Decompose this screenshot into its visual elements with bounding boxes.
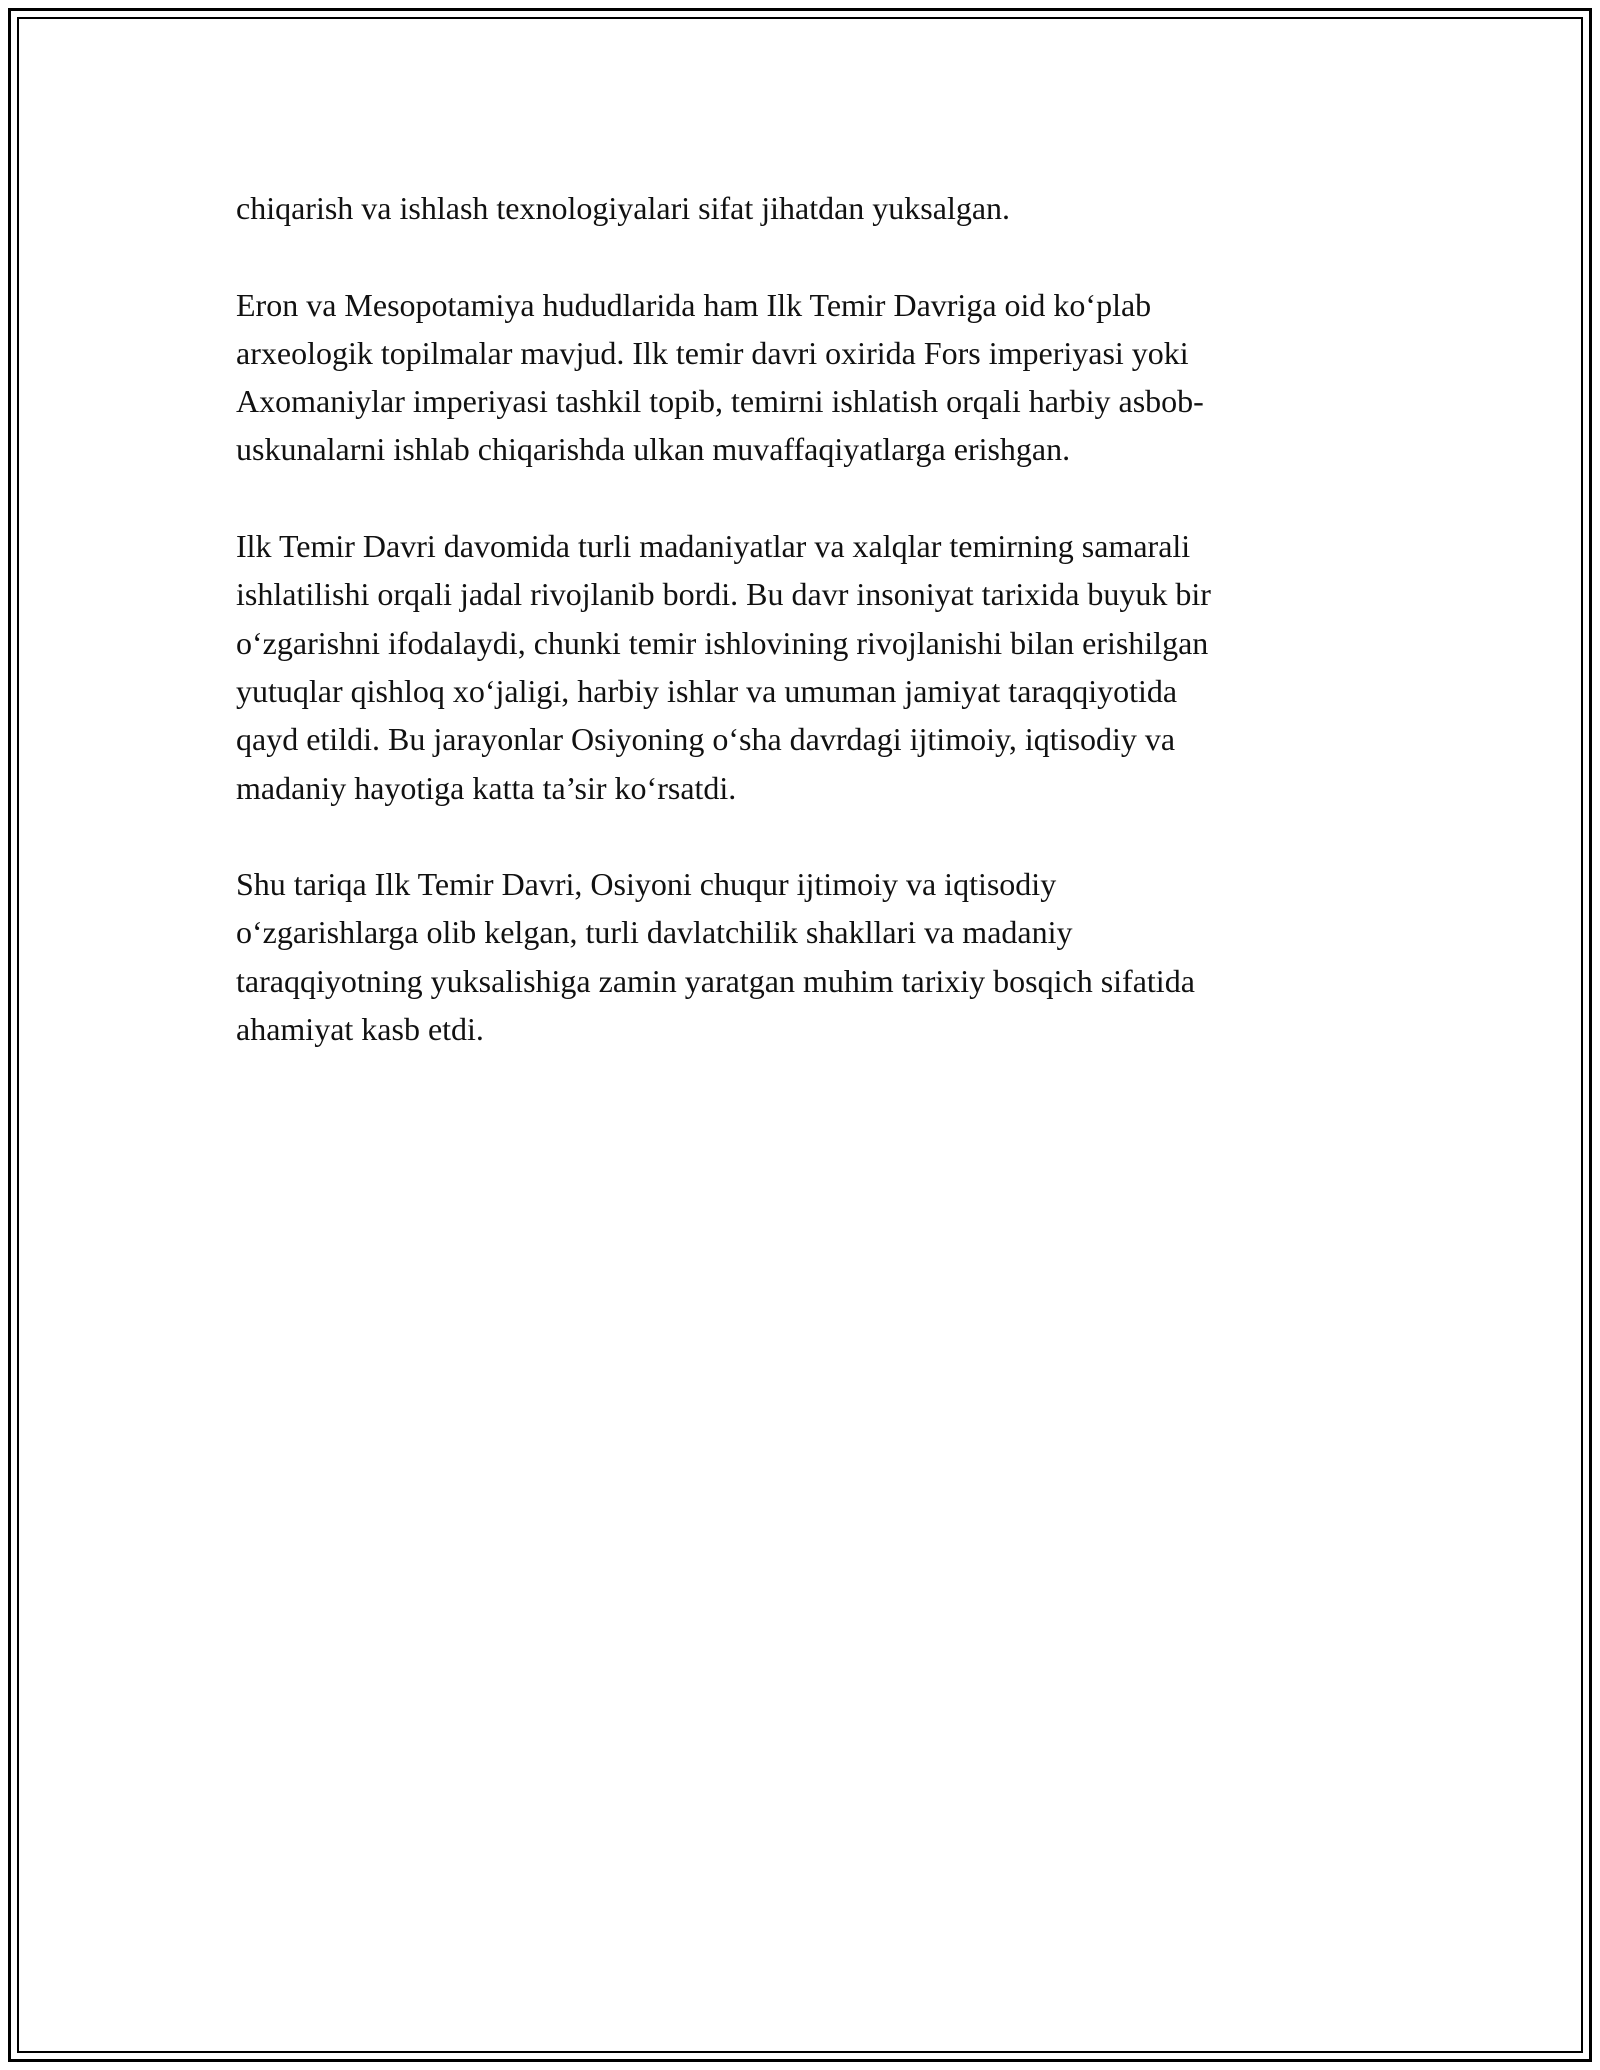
paragraph-1: chiqarish va ishlash texnologiyalari sifat jihatdan yuksalgan. bbox=[236, 190, 1011, 226]
paragraph-3: Ilk Temir Davri davomida turli madaniyatlar va xalqlar temirning samarali ishlatilishi orqali jadal rivojlanib bordi. Bu davr insoniyat tarixida buyuk bir o‘zgarishni ifodalaydi, chunki temir ishlovining rivojlanishi bilan erishilgan yutuqlar qishloq xo‘jaligi, harbiy ishlar va umuman jamiyat taraqqiyotida qayd etildi. Bu jarayonlar Osiyoning o‘sha davrdagi ijtimoiy, iqtisodiy va madaniy hayotiga katta ta’sir ko‘rsatdi. bbox=[236, 528, 1211, 806]
paragraph-2: Eron va Mesopotamiya hududlarida ham Ilk Temir Davriga oid ko‘plab arxeologik topilmalar mavjud. Ilk temir davri oxirida Fors imperiyasi yoki Axomaniylar imperiyasi tashkil topib, temirni ishlatish orqali harbiy asbob- uskunalarni ishlab chiqarishda ulkan muvaffaqiyatlarga erishgan. bbox=[236, 286, 1204, 468]
paragraph-4: Shu tariqa Ilk Temir Davri, Osiyoni chuqur ijtimoiy va iqtisodiy o‘zgarishlarga olib kelgan, turli davlatchilik shakllari va madaniy taraqqiyotning yuksalishiga zamin yaratgan muhim tarixiy bosqich sifatida ahamiyat kasb etdi. bbox=[236, 866, 1195, 1048]
document-body bbox=[236, 184, 1366, 1102]
